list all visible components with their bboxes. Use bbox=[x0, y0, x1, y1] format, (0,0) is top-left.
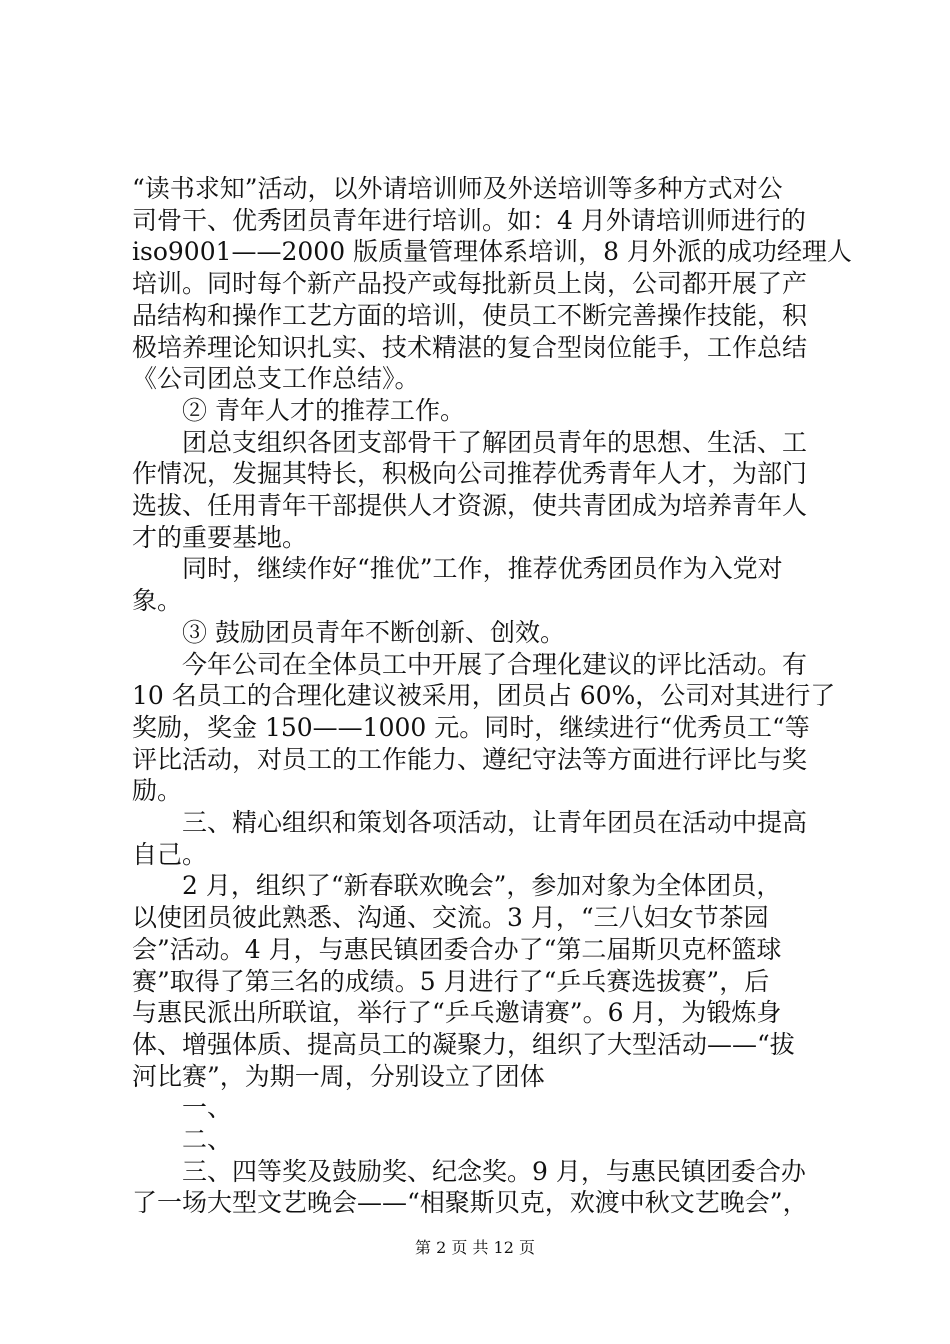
paragraph-line: 培训。同时每个新产品投产或每批新员上岗，公司都开展了产 bbox=[132, 269, 808, 298]
paragraph-line: 2 月，组织了“新春联欢晚会”，参加对象为全体团员， bbox=[182, 871, 782, 900]
paragraph-line: 才的重要基地。 bbox=[132, 523, 308, 552]
paragraph-line: 与惠民派出所联谊，举行了“乒乓邀请赛”。6 月，为锻炼身 bbox=[132, 998, 782, 1027]
paragraph-line: 《公司团总支工作总结》。 bbox=[132, 364, 420, 393]
paragraph-line: 自己。 bbox=[132, 840, 208, 869]
section-heading: 三、精心组织和策划各项活动，让青年团员在活动中提高 bbox=[182, 808, 808, 837]
paragraph-line: 品结构和操作工艺方面的培训，使员工不断完善操作技能，积 bbox=[132, 301, 808, 330]
paragraph-line: 二、 bbox=[182, 1125, 233, 1154]
paragraph-line: 河比赛”，为期一周，分别设立了团体 bbox=[132, 1062, 545, 1091]
paragraph-line: “读书求知”活动，以外请培训师及外送培训等多种方式对公 bbox=[132, 174, 783, 203]
paragraph-line: 会”活动。4 月，与惠民镇团委合办了“第二届斯贝克杯篮球 bbox=[132, 935, 782, 964]
section-heading: ③ 鼓励团员青年不断创新、创效。 bbox=[182, 618, 565, 647]
paragraph-line: 赛”取得了第三名的成绩。5 月进行了“乒乓赛选拔赛”，后 bbox=[132, 967, 770, 996]
paragraph-line: 10 名员工的合理化建议被采用，团员占 60%，公司对其进行了 bbox=[132, 681, 836, 710]
paragraph-line: 奖励，奖金 150——1000 元。同时，继续进行“优秀员工“等 bbox=[132, 713, 810, 742]
paragraph-line: 象。 bbox=[132, 586, 183, 615]
paragraph-line: 司骨干、优秀团员青年进行培训。如：4 月外请培训师进行的 bbox=[132, 206, 806, 235]
paragraph-line: 了一场大型文艺晚会——“相聚斯贝克，欢渡中秋文艺晚会”， bbox=[132, 1188, 808, 1217]
paragraph-line: 一、 bbox=[182, 1093, 233, 1122]
paragraph-line: 选拔、任用青年干部提供人才资源，使共青团成为培养青年人 bbox=[132, 491, 808, 520]
paragraph-line: 以使团员彼此熟悉、沟通、交流。3 月，“三八妇女节茶园 bbox=[132, 903, 769, 932]
paragraph-line: 励。 bbox=[132, 776, 183, 805]
paragraph-line: 评比活动，对员工的工作能力、遵纪守法等方面进行评比与奖 bbox=[132, 745, 808, 774]
paragraph-line: 体、增强体质、提高员工的凝聚力，组织了大型活动——“拔 bbox=[132, 1030, 795, 1059]
section-heading: ② 青年人才的推荐工作。 bbox=[182, 396, 465, 425]
paragraph-line: iso9001——2000 版质量管理体系培训，8 月外派的成功经理人 bbox=[132, 237, 852, 266]
paragraph-line: 极培养理论知识扎实、技术精湛的复合型岗位能手，工作总结 bbox=[132, 333, 808, 362]
paragraph-line: 今年公司在全体员工中开展了合理化建议的评比活动。有 bbox=[182, 650, 808, 679]
paragraph-line: 同时，继续作好“推优”工作，推荐优秀团员作为入党对 bbox=[182, 554, 783, 583]
page-footer: 第 2 页 共 12 页 bbox=[415, 1238, 535, 1257]
paragraph-line: 三、四等奖及鼓励奖、纪念奖。9 月，与惠民镇团委合办 bbox=[182, 1157, 806, 1186]
paragraph-line: 团总支组织各团支部骨干了解团员青年的思想、生活、工 bbox=[182, 428, 808, 457]
paragraph-line: 作情况，发掘其特长，积极向公司推荐优秀青年人才，为部门 bbox=[132, 459, 808, 488]
